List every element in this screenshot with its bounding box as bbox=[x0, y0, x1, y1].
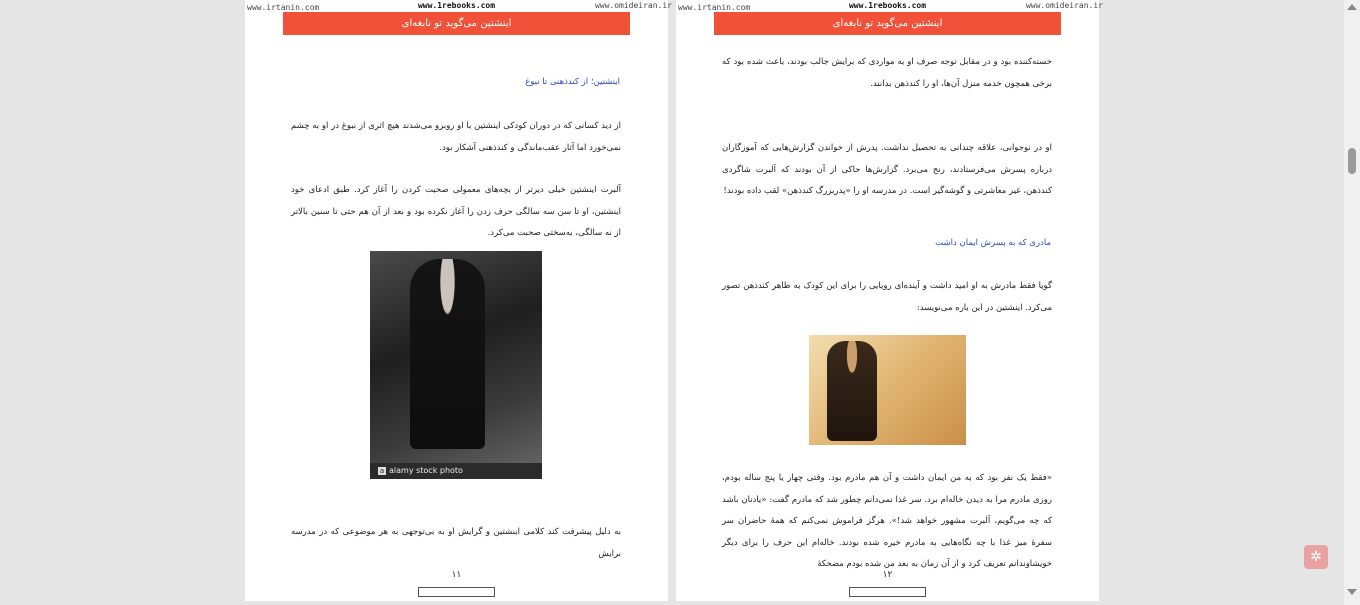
page-number: ۱۱ bbox=[451, 570, 462, 580]
photo-subject bbox=[827, 341, 877, 441]
pdf-page-12 bbox=[676, 0, 1103, 601]
page-footer-box bbox=[418, 587, 495, 597]
header-right-site: www.omideiran.ir bbox=[1025, 1, 1103, 10]
header-left-site: www.irtanin.com bbox=[678, 3, 751, 12]
einstein-youth-photo bbox=[809, 335, 966, 445]
paragraph: گویا فقط مادرش به او امید داشت و آینده‌ای رویایی را برای این کودک به ظاهر کندذهن تصور می‌کرد. اینشتین در این باره می‌نویسد: bbox=[722, 281, 1052, 313]
scroll-up-arrow-icon[interactable] bbox=[1347, 4, 1357, 10]
paragraph: «فقط یک نفر بود که به من ایمان داشت و آن هم مادرم بود. وقتی چهار یا پنج ساله بودم، روزی مادرم مرا به دیدن خاله‌ام برد. سر غذا نمی‌دانم چطور شد که مادرم گفت: «یادتان باشد که چه می‌گویم، آلبرت مشهور خواهد شد!». هرگز فراموش نمی‌کنم که همهٔ حاضران سر سفرهٔ میز غذا با چه نگاه‌هایی به مادرم خیره شده بودند. خاله‌ام این حرف را برای دیگر خویشاوندانم تعریف کرد و از آن زمان به بعد من شده بودم مضحکهٔ bbox=[722, 473, 1052, 569]
section-heading: اینشتین؛ از کندذهنی تا نبوغ bbox=[525, 77, 620, 87]
paragraph: آلبرت اینشتین خیلی دیرتر از بچه‌های معمولی صحبت کردن را آغاز کرد. طبق ادعای خود اینشتین، او تا سن سه سالگی حرف زدن را آغاز نکرده بود و بعد از آن هم حتی تا سنین بالاتر از نه سالگی، به‌سختی صحبت می‌کرد. bbox=[291, 185, 621, 238]
paragraph: از دید کسانی که در دوران کودکی اینشتین با او روبرو می‌شدند هیچ اثری از نبوغ در او به چشم نمی‌خورد اما آثار عقب‌ماندگی و کندذهنی آشکار بود. bbox=[291, 121, 621, 153]
paragraph: خسته‌کننده بود و در مقابل توجه صرف او به مواردی که برایش جالب بودند، باعث شده بود که برخی همچون خدمه منزل آن‌ها، او را کندذهن بدانند. bbox=[722, 57, 1052, 89]
page-header-sites bbox=[676, 0, 1103, 12]
photo-caption: alamy stock photo bbox=[389, 466, 463, 475]
header-center-site: www.1rebooks.com bbox=[417, 1, 496, 10]
scroll-down-arrow-icon[interactable] bbox=[1347, 589, 1357, 595]
header-left-site: www.irtanin.com bbox=[247, 3, 320, 12]
einstein-childhood-photo bbox=[370, 251, 542, 479]
chapter-banner: اینشتین می‌گوید تو نابغه‌ای bbox=[714, 12, 1061, 35]
header-right-site: www.omideiran.ir bbox=[594, 1, 672, 10]
photo-subject bbox=[410, 259, 485, 449]
chapter-banner: اینشتین می‌گوید تو نابغه‌ای bbox=[283, 12, 630, 35]
vertical-scrollbar[interactable] bbox=[1344, 0, 1360, 605]
section-heading: مادری که به پسرش ایمان داشت bbox=[935, 238, 1051, 248]
pdf-page-11 bbox=[245, 0, 672, 601]
acrobat-pdf-icon[interactable]: ✲ bbox=[1304, 545, 1328, 569]
header-center-site: www.1rebooks.com bbox=[848, 1, 927, 10]
paragraph: به دلیل پیشرفت کند کلامی اینشتین و گرایش او به بی‌توجهی به هر موضوعی که در مدرسه برایش bbox=[291, 527, 621, 559]
page-header-sites bbox=[245, 0, 672, 12]
page-footer-box bbox=[849, 587, 926, 597]
photo-watermark-strip: a alamy stock photo bbox=[370, 463, 542, 479]
page-number: ۱۲ bbox=[882, 570, 893, 580]
paragraph: او در نوجوانی، علاقه چندانی به تحصیل نداشت. پدرش از خواندن گزارش‌هایی که آموزگاران درباره پسرش می‌فرستادند، رنج می‌برد. گزارش‌ها حاکی از آن بودند که آلبرت شاگردی کندذهن، غیر معاشرتی و گوشه‌گیر است. در مدرسه او را «پدربزرگ کندذهن» لقب داده بودند! bbox=[722, 143, 1052, 196]
scrollbar-thumb[interactable] bbox=[1348, 148, 1356, 174]
